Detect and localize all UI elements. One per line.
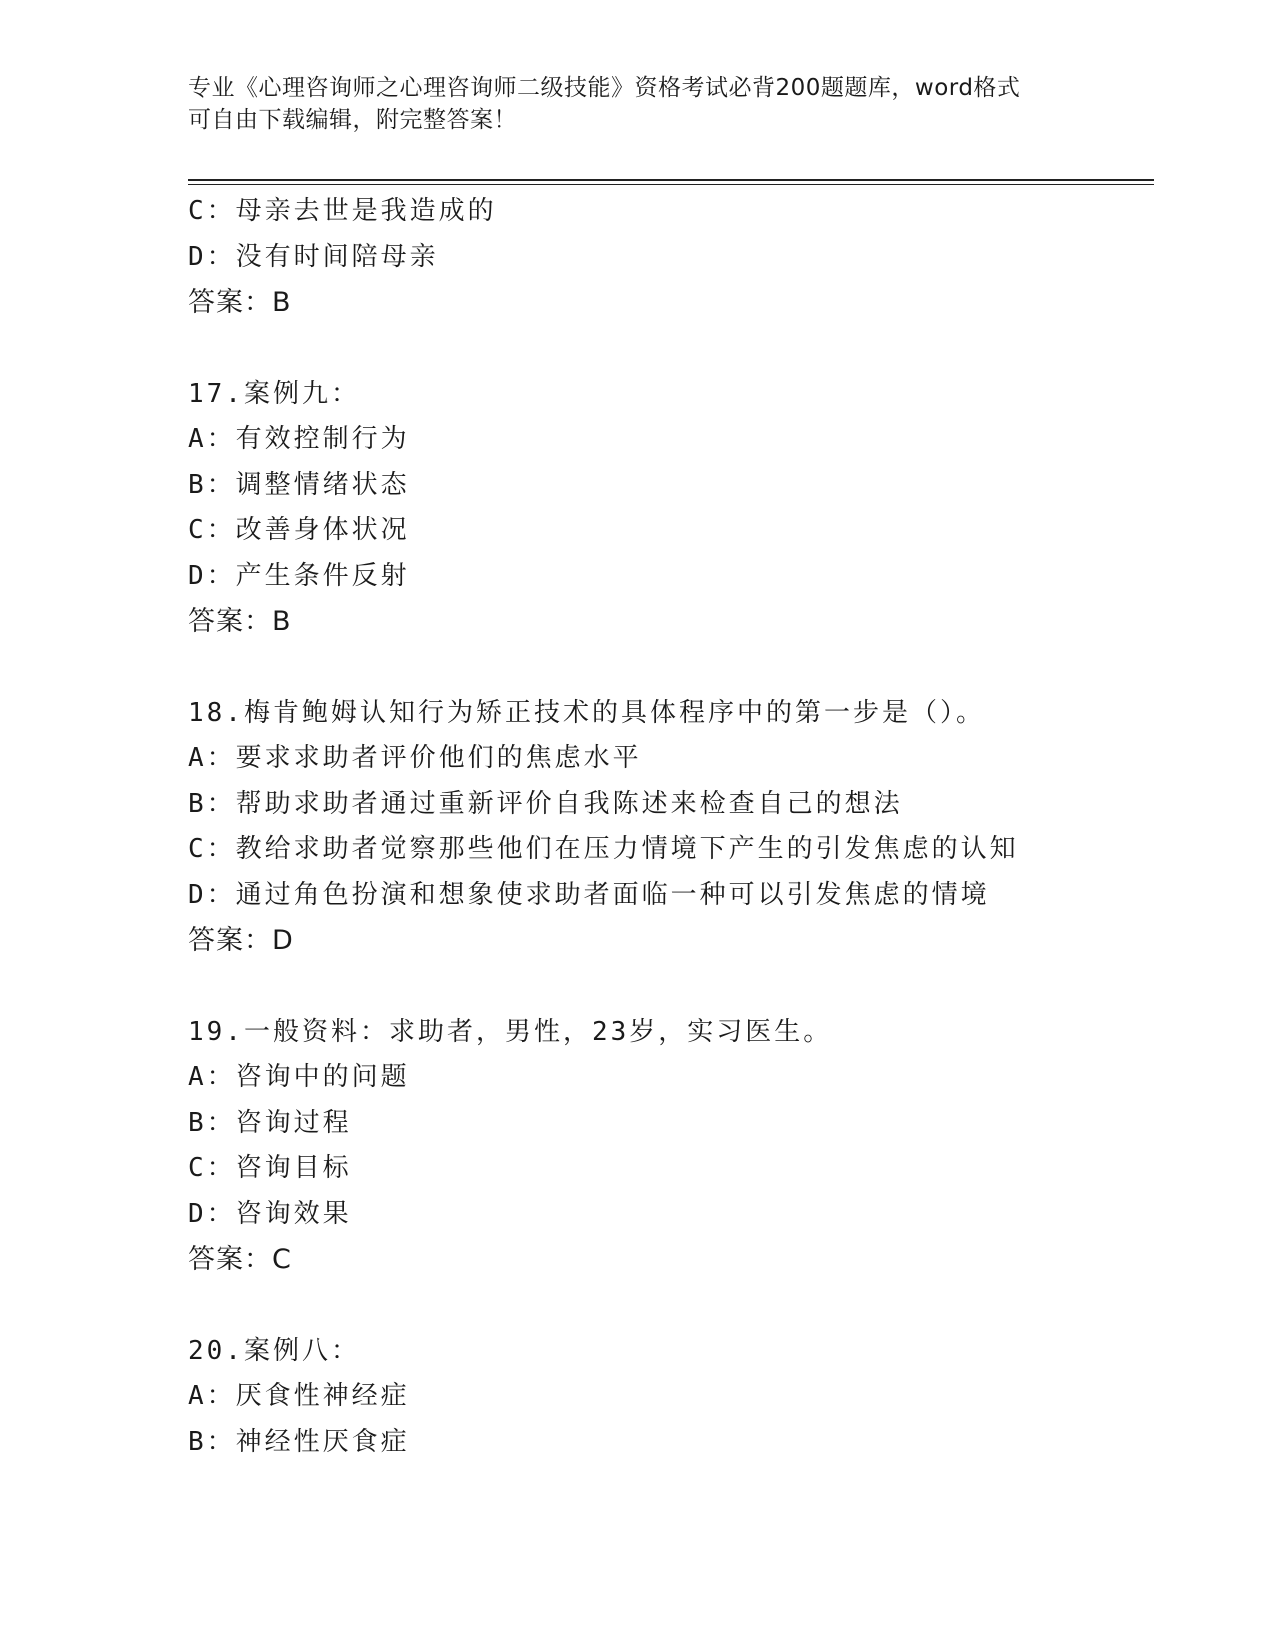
- question-20: [188, 1329, 1148, 1466]
- option-b: B：帮助求助者通过重新评价自我陈述来检查自己的想法: [188, 788, 903, 819]
- answer-label: 答案：B: [188, 287, 292, 318]
- option-c: C：咨询目标: [188, 1153, 352, 1183]
- question-title: 19.一般资料：求助者，男性，23岁，实习医生。: [188, 1016, 833, 1047]
- option-b: B：咨询过程: [188, 1107, 352, 1138]
- header-line-2: 可自由下载编辑，附完整答案！: [188, 107, 517, 133]
- header-divider-thick: [188, 179, 1154, 181]
- question-18: [188, 691, 1148, 964]
- spacer: [188, 645, 1148, 691]
- question-list: [188, 189, 1148, 1465]
- document-header: [188, 72, 1088, 136]
- spacer: [188, 1283, 1148, 1329]
- question-title: 20.案例八：: [188, 1335, 360, 1366]
- option-d: D：通过角色扮演和想象使求助者面临一种可以引发焦虑的情境: [188, 879, 990, 910]
- option-a: A：要求求助者评价他们的焦虑水平: [188, 743, 642, 773]
- option-d: D：没有时间陪母亲: [188, 241, 439, 272]
- option-c: C：母亲去世是我造成的: [188, 196, 497, 226]
- option-b: B：调整情绪状态: [188, 469, 410, 500]
- option-c: C：改善身体状况: [188, 515, 410, 545]
- spacer: [188, 326, 1148, 372]
- header-divider-thin: [188, 184, 1154, 185]
- header-line-1: 专业《心理咨询师之心理咨询师二级技能》资格考试必背200题题库，word格式: [188, 75, 1021, 101]
- option-d: D：咨询效果: [188, 1198, 352, 1229]
- option-a: A：有效控制行为: [188, 424, 410, 454]
- question-title: 18.梅肯鲍姆认知行为矫正技术的具体程序中的第一步是（）。: [188, 697, 985, 728]
- option-c: C：教给求助者觉察那些他们在压力情境下产生的引发焦虑的认知: [188, 834, 1019, 864]
- option-a: A：咨询中的问题: [188, 1062, 410, 1092]
- question-16: [188, 189, 1148, 326]
- answer-label: 答案：B: [188, 606, 292, 637]
- spacer: [188, 964, 1148, 1010]
- option-d: D：产生条件反射: [188, 560, 410, 591]
- answer-label: 答案：C: [188, 1244, 292, 1275]
- question-17: [188, 372, 1148, 645]
- option-b: B：神经性厌食症: [188, 1426, 410, 1457]
- answer-label: 答案：D: [188, 925, 294, 956]
- option-a: A：厌食性神经症: [188, 1381, 410, 1411]
- question-19: [188, 1010, 1148, 1283]
- question-title: 17.案例九：: [188, 378, 360, 409]
